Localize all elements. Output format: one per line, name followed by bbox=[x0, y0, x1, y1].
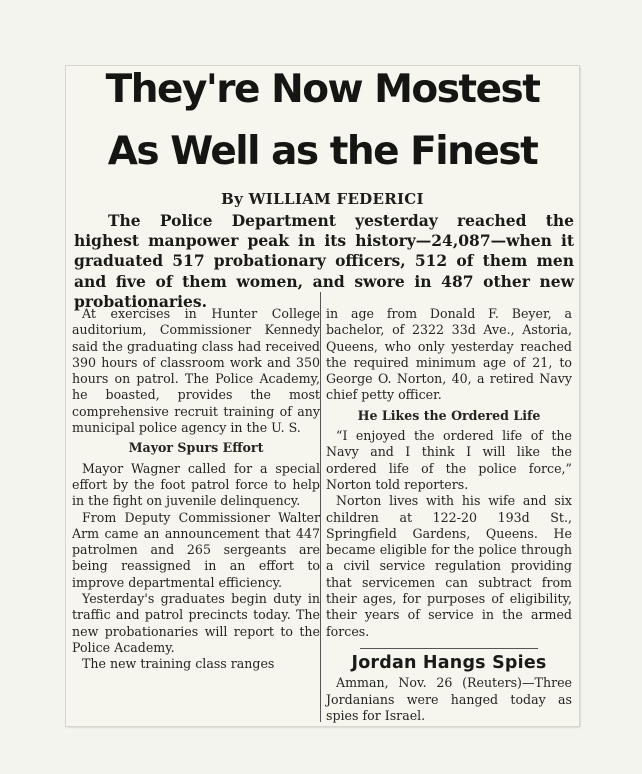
jordan-headline: Jordan Hangs Spies bbox=[351, 652, 547, 673]
right-paragraph-3: Norton lives with his wife and six children at 122-20 193d St., Springfield Gardens, Queens. He became eligible for the police through a civil service regulation providing that servicemen can subtract from their ages, for purposes of eligibility, their years of service in the armed forces. bbox=[326, 493, 572, 639]
left-paragraph-1: At exercises in Hunter College auditorium, Commissioner Kennedy said the graduating class had received 390 hours of classroom work and 350 hours on patrol. The Police Academy, he boasted, provides the most comprehensive recruit training of any municipal police agency in the U. S. bbox=[72, 306, 320, 436]
headline-line-1: They're Now Mostest bbox=[105, 67, 540, 112]
left-column bbox=[72, 306, 320, 673]
right-paragraph-2: “I enjoyed the ordered life of the Navy and I think I will like the ordered life of the police force,” Norton told reporters. bbox=[326, 428, 572, 492]
headline-line-2: As Well as the Finest bbox=[107, 129, 538, 174]
lede-text: The Police Department yesterday reached the highest manpower peak in its history—24,087—when it graduated 517 probationary officers, 512 of them men and five of them women, and swore in 487 other new probationaries. bbox=[74, 211, 574, 311]
lede-paragraph bbox=[74, 211, 574, 312]
byline: By WILLIAM FEDERICI bbox=[221, 190, 424, 208]
left-paragraph-2: Mayor Wagner called for a special effort by the foot patrol force to help in the fight on juvenile delinquency. bbox=[72, 460, 320, 509]
jordan-paragraph: Amman, Nov. 26 (Reuters)—Three Jordanians were hanged today as spies for Israel. bbox=[326, 675, 572, 723]
column-divider bbox=[320, 292, 321, 722]
subhead-ordered-life: He Likes the Ordered Life bbox=[357, 407, 541, 423]
subhead-mayor-spurs-effort: Mayor Spurs Effort bbox=[128, 440, 264, 456]
right-column bbox=[326, 306, 572, 724]
left-paragraph-5: The new training class ranges bbox=[82, 656, 275, 672]
newspaper-clipping bbox=[66, 66, 579, 726]
left-paragraph-4: Yesterday's graduates begin duty in traffic and patrol precincts today. The new probationaries will report to the Police Academy. bbox=[72, 591, 320, 655]
story-separator bbox=[360, 640, 538, 649]
right-paragraph-1: in age from Donald F. Beyer, a bachelor, of 2322 33d Ave., Astoria, Queens, who only yesterday reached the required minimum age of 21, to George O. Norton, 40, a retired Navy chief petty officer. bbox=[326, 306, 572, 403]
left-paragraph-3: From Deputy Commissioner Walter Arm came an announcement that 447 patrolmen and 265 sergeants are being reassigned in an effort to improve departmental efficiency. bbox=[72, 509, 320, 590]
